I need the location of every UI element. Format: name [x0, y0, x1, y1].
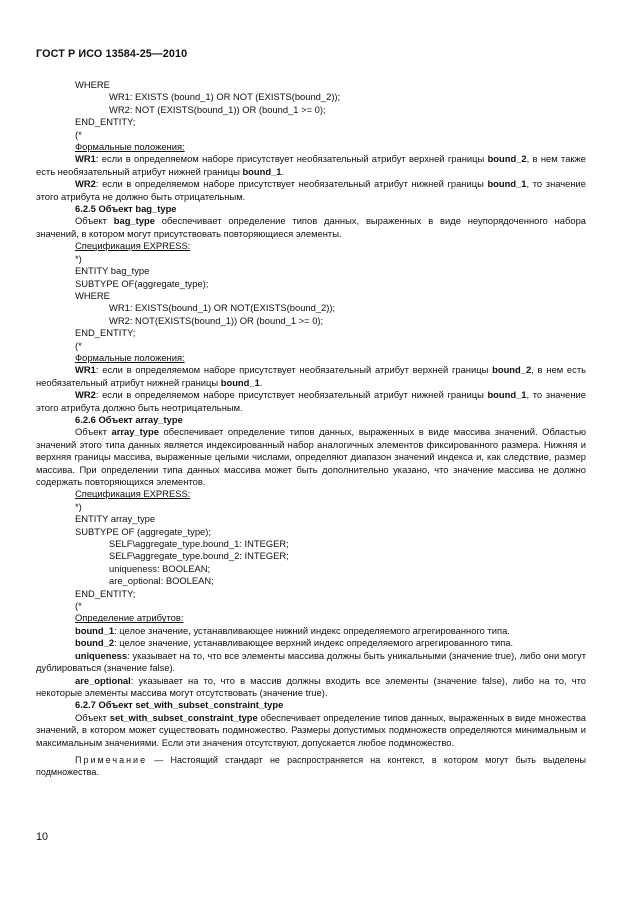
comment-close: *): [75, 500, 82, 512]
code-end-entity: END_ENTITY;: [75, 116, 136, 128]
code-wr2: WR2: NOT (EXISTS(bound_1)) OR (bound_1 >= 0);: [109, 103, 326, 115]
paragraph-wr2: WR2: если в определяемом наборе присутствует необязательный атрибут нижней границы bound_1, то значение этого атрибута должно быть неотрицательным.: [36, 389, 586, 413]
code-wr2: WR2: NOT(EXISTS(bound_1)) OR (bound_1 >= 0);: [109, 314, 324, 326]
spec-heading: Спецификация EXPRESS:: [75, 240, 191, 252]
spec-heading: Спецификация EXPRESS:: [75, 488, 191, 500]
code-where: WHERE: [75, 289, 110, 301]
wr2-lead: WR2: [75, 178, 96, 190]
paragraph-swsc-intro: Объект set_with_subset_constraint_type обеспечивает определение типов данных, выраженных в виде множества значений, в котором может существовать подмножество. Размеры допустимых подмножеств определяются минимальным и максимальным значениями. Если эти значения отсутствуют, допускается любое подмножество.: [36, 711, 586, 748]
code-attr-uniqueness: uniqueness: BOOLEAN;: [109, 562, 211, 574]
note: [36, 754, 586, 779]
code-end-entity: END_ENTITY;: [75, 587, 136, 599]
code-end-entity: END_ENTITY;: [75, 327, 136, 339]
page-number: 10: [36, 831, 49, 843]
attr-def-bound-2: bound_2: целое значение, устанавливающее верхний индекс определяемого агрегированного типа.: [75, 637, 514, 649]
code-subtype: SUBTYPE OF (aggregate_type);: [75, 525, 211, 537]
comment-open: (*: [75, 339, 82, 351]
paragraph-array-intro: Объект array_type обеспечивает определение типов данных, выраженных в виде массива значений. Областью значений этого типа данных является индексированный набор аналогичных элементов фиксированного размера. Нижняя и верхняя границы массива, выраженные целыми числами, определяют диапазон значений индекса и, как следствие, размер массива. При определении типа данных массива может быть дополнительно указано, что значение массива не должно содержать повторяющихся элементов.: [36, 426, 586, 487]
comment-close: *): [75, 252, 82, 264]
section-heading-array-type: 6.2.6 Объект array_type: [75, 413, 183, 425]
code-entity: ENTITY bag_type: [75, 265, 150, 277]
comment-open: (*: [75, 600, 82, 612]
code-subtype: SUBTYPE OF(aggregate_type);: [75, 277, 209, 289]
code-attr-bound-2: SELF\aggregate_type.bound_2: INTEGER;: [109, 550, 289, 562]
wr1-lead: WR1: [75, 153, 96, 165]
code-wr1: WR1: EXISTS(bound_1) OR NOT(EXISTS(bound_2));: [109, 302, 336, 314]
code-attr-bound-1: SELF\aggregate_type.bound_1: INTEGER;: [109, 538, 289, 550]
paragraph-bag-intro: Объект bag_type обеспечивает определение типов данных, выраженных в виде неупорядоченного набора значений, в котором могут присутствовать повторяющиеся элементы.: [36, 215, 586, 239]
paragraph-wr2: WR2: если в определяемом наборе присутствует необязательный атрибут нижней границы bound_1, то значение этого атрибута не должно быть отрицательным.: [36, 178, 586, 202]
page-content: [36, 79, 586, 779]
formal-heading: Формальные положения:: [75, 141, 185, 153]
section-heading-bag-type: 6.2.5 Объект bag_type: [75, 203, 177, 215]
attr-def-bound-1: bound_1: целое значение, устанавливающее нижний индекс определяемого агрегированного типа.: [75, 624, 510, 636]
note-text: — Настоящий стандарт не распространяется на контекст, в котором могут быть выделены подмножества.: [36, 754, 586, 778]
attr-def-are-optional: are_optional: указывает на то, что в массив должны входить все элементы (значение false), либо на то, что некоторые элементы массива могут отсутствовать (значение true).: [36, 674, 586, 698]
code-wr1: WR1: EXISTS (bound_1) OR NOT (EXISTS(bound_2));: [109, 91, 341, 103]
section-heading-swsc-type: 6.2.7 Объект set_with_subset_constraint_type: [75, 699, 284, 711]
attr-def-uniqueness: uniqueness: указывает на то, что все элементы массива должны быть уникальными (значение true), либо они могут дублироваться (значение false).: [36, 649, 586, 674]
paragraph-wr1: WR1: если в определяемом наборе присутствует необязательный атрибут верхней границы bound_2, в нем также есть необязательный атрибут нижней границы bound_1.: [36, 153, 586, 177]
note-label: Примечание: [75, 754, 148, 765]
attr-heading: Определение атрибутов:: [75, 612, 184, 624]
code-entity: ENTITY array_type: [75, 513, 156, 525]
code-where: WHERE: [75, 79, 110, 90]
page-header: ГОСТ Р ИСО 13584-25—2010: [36, 48, 188, 60]
code-attr-are-optional: are_optional: BOOLEAN;: [109, 575, 214, 587]
formal-heading: Формальные положения:: [75, 351, 185, 363]
paragraph-wr1: WR1: если в определяемом наборе присутствует необязательный атрибут верхней границы bound_2, в нем есть необязательный атрибут нижней границы bound_1.: [36, 364, 586, 388]
comment-open: (*: [75, 128, 82, 140]
